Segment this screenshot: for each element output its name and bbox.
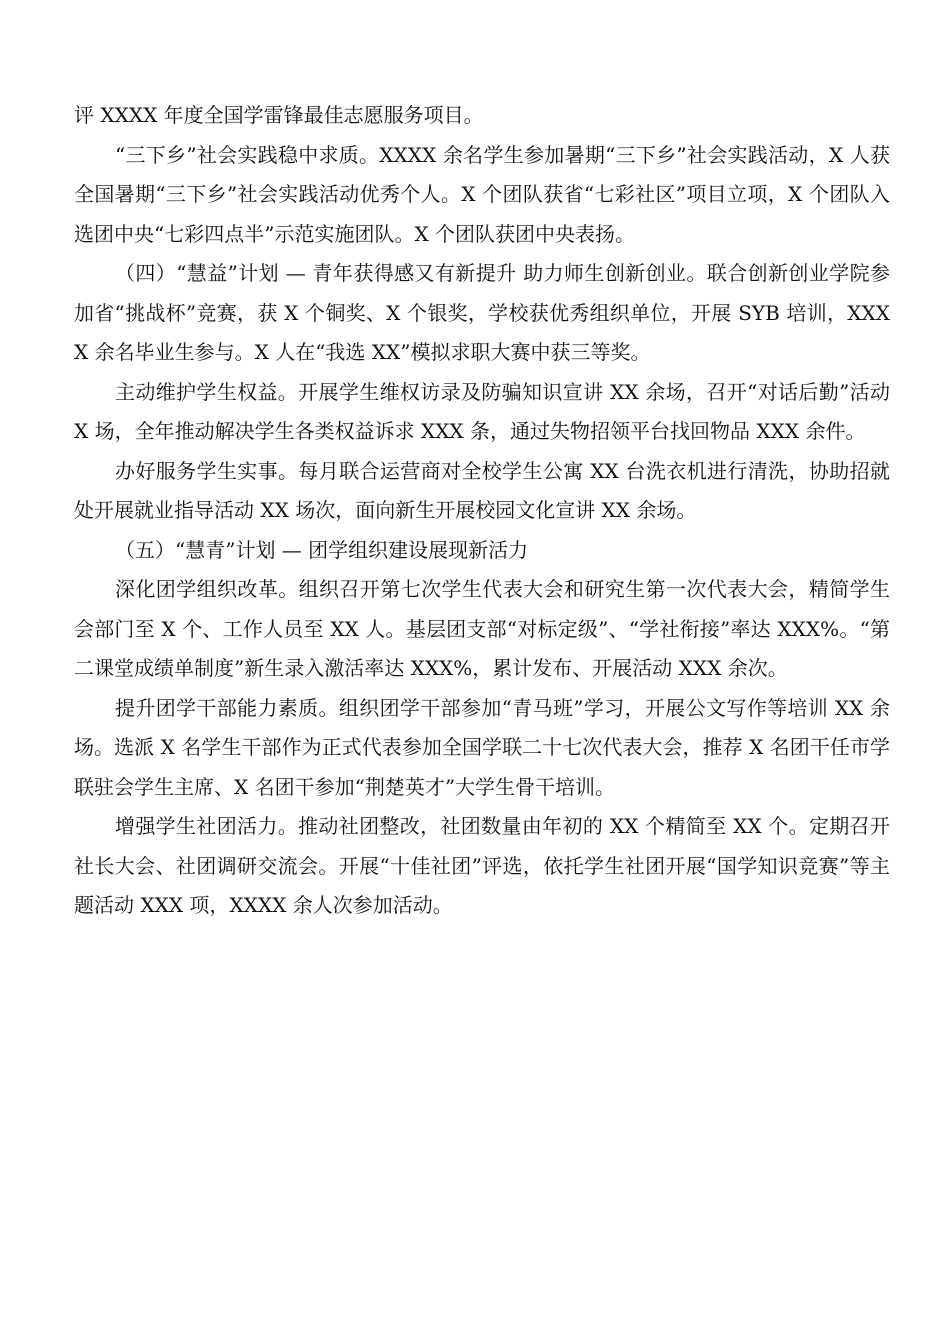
section-heading-huiqing: （五）“慧青”计划 — 团学组织建设展现新活力 [115,537,529,562]
paragraph-student-services: 办好服务学生实事。每月联合运营商对全校学生公寓 XX 台洗衣机进行清洗，协助招就处开展就业指导活动 XX 场次，面向新生开展校园文化宣讲 XX 余场。 [74,458,890,522]
paragraph-sanxiaxiang: “三下乡”社会实践稳中求质。XXXX 余名学生参加暑期“三下乡”社会实践活动，X 人获全国暑期“三下乡”社会实践活动优秀个人。X 个团队获省“七彩社区”项目立项，X 个团队入选团中央“七彩四点半”示范实施团队。X 个团队获团中央表扬。 [74,142,890,246]
paragraph-club-vitality: 增强学生社团活力。推动社团整改，社团数量由年初的 XX 个精简至 XX 个。定期召开社长大会、社团调研交流会。开展“十佳社团”评选，依托学生社团开展“国学知识竞赛”等主题活动 XXX 项，XXXX 余人次参加活动。 [74,814,890,917]
paragraph-student-rights: 主动维护学生权益。开展学生维权访录及防骗知识宣讲 XX 余场，召开“对话后勤”活动 X 场，全年推动解决学生各类权益诉求 XXX 条，通过失物招领平台找回物品 XXX 余件。 [74,379,890,443]
paragraph-continuation: 评 XXXX 年度全国学雷锋最佳志愿服务项目。 [74,103,484,127]
paragraph-cadre-training: 提升团学干部能力素质。组织团学干部参加“青马班”学习，开展公文写作等培训 XX 余场。选派 X 名学生干部作为正式代表参加全国学联二十七次代表大会，推荐 X 名团干任市学联驻会学生主席、X 名团干参加“荆楚英才”大学生骨干培训。 [74,695,890,799]
paragraph-organization-reform: 深化团学组织改革。组织召开第七次学生代表大会和研究生第一次代表大会，精简学生会部门至 X 个、工作人员至 XX 人。基层团支部“对标定级”、“学社衔接”率达 XXX%。“第二课堂成绩单制度”新生录入激活率达 XXX%，累计发布、开展活动 XXX 余次。 [74,577,890,680]
paragraph-huiyi-plan: （四）“慧益”计划 — 青年获得感又有新提升 助力师生创新创业。联合创新创业学院参加省“挑战杯”竞赛，获 X 个铜奖、X 个银奖，学校获优秀组织单位，开展 SYB 培训，XXXX 余名毕业生参与。X 人在“我选 XX”模拟求职大赛中获三等奖。 [74,261,890,364]
